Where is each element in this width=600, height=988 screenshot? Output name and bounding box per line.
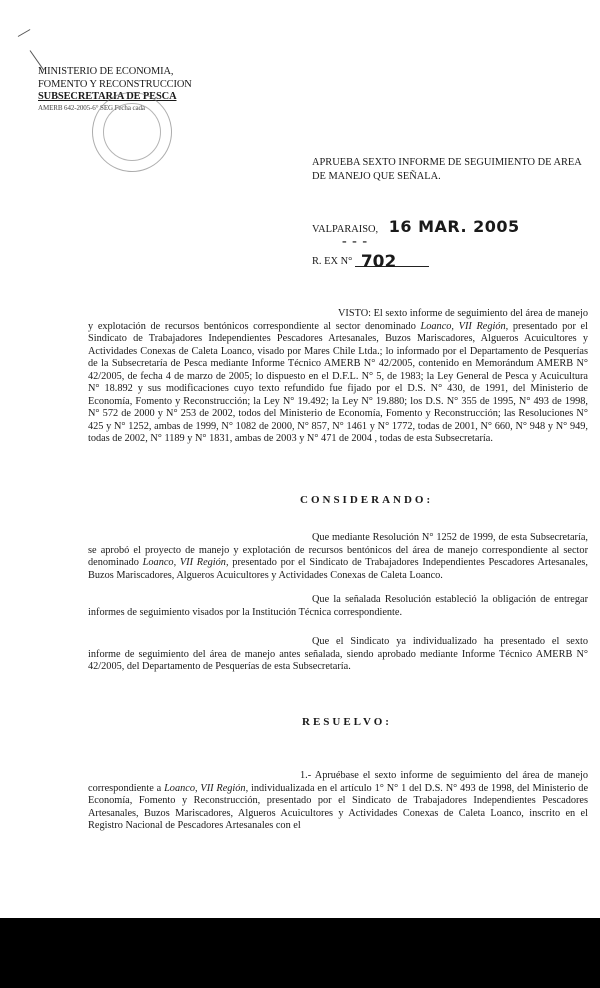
considerando-2: Que la señalada Resolución estableció la obligación de entregar informes de seguimiento visados por la Institución Técnica correspondiente. bbox=[88, 594, 588, 618]
ministry-name: MINISTERIO DE ECONOMIA, bbox=[38, 66, 174, 77]
reference-code: AMERB 642-2005-6° SEG Fecha cada bbox=[38, 103, 145, 112]
scan-bottom-band bbox=[0, 918, 600, 988]
resolution-prefix: R. EX N° bbox=[312, 256, 353, 267]
official-seal-icon bbox=[92, 92, 172, 172]
resuelvo-1: 1.- Apruébase el sexto informe de seguimiento del área de manejo correspondiente a Loanco, VII Región, individualizada en el artículo 1° N° 1 del D.S. N° 493 de 1998, del Ministerio de Economía, Fomento y Reconstrucción, presentado por el Sindicato de Trabajadores Independientes Pescadores Artesanales, Buzos Mariscadores, Algueros Acuicultores y Actividades Conexas de Caleta Loanco, inscrito en el Registro Nacional de Pescadores Artesanales con el bbox=[88, 770, 589, 831]
ministry-name-2: FOMENTO Y RECONSTRUCCION bbox=[38, 78, 192, 90]
date: 16 MAR. 2005 bbox=[388, 217, 520, 236]
resolution-number-line bbox=[312, 252, 429, 272]
dashes: - - - bbox=[342, 234, 368, 249]
subsecretaria-name: SUBSECRETARIA DE PESCA bbox=[38, 91, 177, 102]
considerando-1: Que mediante Resolución N° 1252 de 1999, de esta Subsecretaría, se aprobó el proyecto de manejo y explotación de recursos bentónicos del área de manejo correspondiente al sector denominado Loanco, VII Región, presentado por el Sindicato de Trabajadores Independientes Pescadores Artesanales, Buzos Mariscadores, Algueros Acuicultores y Actividades Conexas de Caleta Loanco. bbox=[88, 532, 588, 581]
visto-paragraph: VISTO: El sexto informe de seguimiento del área de manejo y explotación de recursos bentónicos correspondiente al sector denominado Loanco, VII Región, presentado por el Sindicato de Trabajadores Independientes Pescadores Artesanales, Buzos Mariscadores, Algueros Acuicultores y Actividades Conexas de Caleta Loanco, visado por Mares Chile Ltda.; lo informado por el Departamento de Pesquerías de la Subsecretaría de Pesca mediante Informe Técnico AMERB N° 42/2005, contenido en Memorándum AMERB N° 42/2005, de fecha 4 de marzo de 2005; lo dispuesto en el D.F.L. N° 5, de 1983; la Ley General de Pesca y Acuicultura N° 18.892 y sus modificaciones cuyo texto refundido fue fijado por el D.S. N° 430, de 1991, del Ministerio de Economía, Fomento y Reconstrucción; la Ley N° 19.492; la Ley N° 19.880; los D.S. N° 355 de 1995, N° 493 de 1998, N° 572 de 2000 y N° 253 de 2002, todos del Ministerio de Economía, Fomento y Reconstrucción; las Resoluciones N° 425 y N° 1252, ambas de 1999, N° 1082 de 2000, N° 857, N° 1461 y N° 1772, todas de 2001, N° 660, N° 948 y N° 949, todas de 2002, N° 1189 y N° 1831, ambas de 2003 y N° 471 de 2004 , todas de esta Subsecretaría. bbox=[88, 308, 588, 444]
resolution-subject: APRUEBA SEXTO INFORME DE SEGUIMIENTO DE AREA DE MANEJO QUE SEÑALA. bbox=[312, 157, 582, 182]
resuelvo-heading: RESUELVO: bbox=[302, 716, 392, 728]
scan-mark bbox=[18, 29, 31, 37]
resolution-number: 702 bbox=[360, 252, 397, 272]
considerando-heading: CONSIDERANDO: bbox=[300, 494, 434, 506]
city: VALPARAISO, bbox=[312, 224, 379, 235]
considerando-3: Que el Sindicato ya individualizado ha presentado el sexto informe de seguimiento del área de manejo antes señalada, siendo aprobado mediante Informe Técnico AMERB N° 42/2005, del Departamento de Pesquerías de esta Subsecretaría. bbox=[88, 636, 588, 672]
